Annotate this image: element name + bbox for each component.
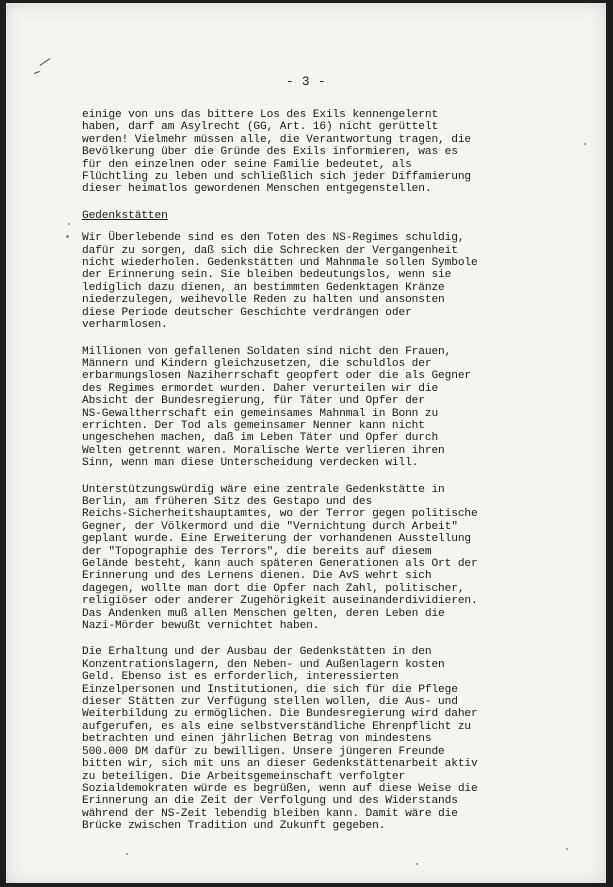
document-body	[82, 109, 547, 847]
paragraph-memorials-purpose: Wir Überlebende sind es den Toten des NS-Regimes schuldig, dafür zu sorgen, daß sich die Schrecken der Vergangenheit nicht wiederholen. Gedenkstätten und Mahnmale sollen Symbole der Erinnerung sein. Sie bleiben bedeutungslos, wenn sie lediglich dazu dienen, an bestimmten Gedenktagen Kränze niederzulegen, weihevolle Reden zu halten und ansonsten diese Periode deutscher Geschichte verdrängen oder verharmlosen.	[82, 232, 478, 332]
scan-mark	[34, 71, 40, 74]
section-heading: Gedenkstätten	[82, 209, 168, 222]
scan-speck	[126, 853, 128, 855]
page-number: - 3 -	[285, 75, 326, 89]
scan-mark	[40, 58, 51, 66]
paragraph-berlin-memorial: Unterstützungswürdig wäre eine zentrale Gedenkstätte in Berlin, am früheren Sitz des Gestapo und des Reichs-Sicherheitshauptamtes, wo der Terror gegen politische Gegner, der Völkermord und die "Vernichtung durch Arbeit" geplant wurde. Eine Erweiterung der vorhandenen Ausstellung der "Topographie des Terrors", die bereits auf diesem Gelände besteht, kann auch späteren Generationen als Ort der Erinnerung und des Lernens dienen. Die AvS wehrt sich dagegen, wollte man dort die Opfer nach Zahl, politischer, religiöser oder anderer Zugehörigkeit auseinanderdividieren. Das Andenken muß allen Menschen gelten, deren Leben die Nazi-Mörder bewußt vernichtet haben.	[82, 483, 478, 633]
paragraph-funding: Die Erhaltung und der Ausbau der Gedenkstätten in den Konzentrationslagern, den Neben- und Außenlagern kosten Geld. Ebenso ist es erforderlich, interessierten Einzelpersonen und Institutionen, die sich für die Pflege dieser Stätten zur Verfügung stellen wollen, die Aus- und Weiterbildung zu ermöglichen. Die Bundesregierung wird daher aufgerufen, es als eine selbstverständliche Ehrenpflicht zu betrachten und einen jährlichen Betrag von mindestens 500.000 DM dafür zu bewilligen. Unsere jüngeren Freunde bitten wir, sich mit uns an dieser Gedenkstättenarbeit aktiv zu beteiligen. Die Arbeitsgemeinschaft verfolgter Sozialdemokraten würde es begrüßen, wenn auf diese Weise die Erinnerung an die Zeit der Verfolgung und des Widerstands während der NS-Zeit lebendig bleiben kann. Damit wäre die Brücke zwischen Tradition und Zukunft gegeben.	[82, 646, 478, 833]
scan-speck	[566, 848, 568, 850]
paragraph-exile: einige von uns das bittere Los des Exils kennengelernt haben, darf am Asylrecht (GG, Art. 16) nicht gerüttelt werden! Vielmehr müssen alle, die Verantwortung tragen, die Bevölkerung über die Gründe des Exils informieren, was es für den einzelnen oder seine Familie bedeutet, als Flüchtling zu leben und schließlich sich jeder Diffamierung dieser heimatlos gewordenen Menschen entgegenstellen.	[82, 109, 472, 196]
scan-speck	[66, 235, 69, 238]
document-page	[6, 3, 606, 883]
scan-speck	[68, 223, 70, 225]
scan-speck	[416, 863, 418, 865]
scan-speck	[584, 143, 586, 145]
paragraph-victims-soldiers: Millionen von gefallenen Soldaten sind nicht den Frauen, Männern und Kindern gleichzusetzen, die schuldlos der erbarmungslosen Naziherrschaft geopfert oder die als Gegner des Regimes ermordet wurden. Daher verurteilen wir die Absicht der Bundesregierung, für Täter und Opfer der NS-Gewaltherrschaft ein gemeinsames Mahnmal in Bonn zu errichten. Der Tod als gemeinsamer Nenner kann nicht ungeschehen machen, daß im Leben Täter und Opfer durch Welten getrennt waren. Moralische Werte verlieren ihren Sinn, wenn man diese Unterscheidung verdecken will.	[82, 345, 472, 470]
